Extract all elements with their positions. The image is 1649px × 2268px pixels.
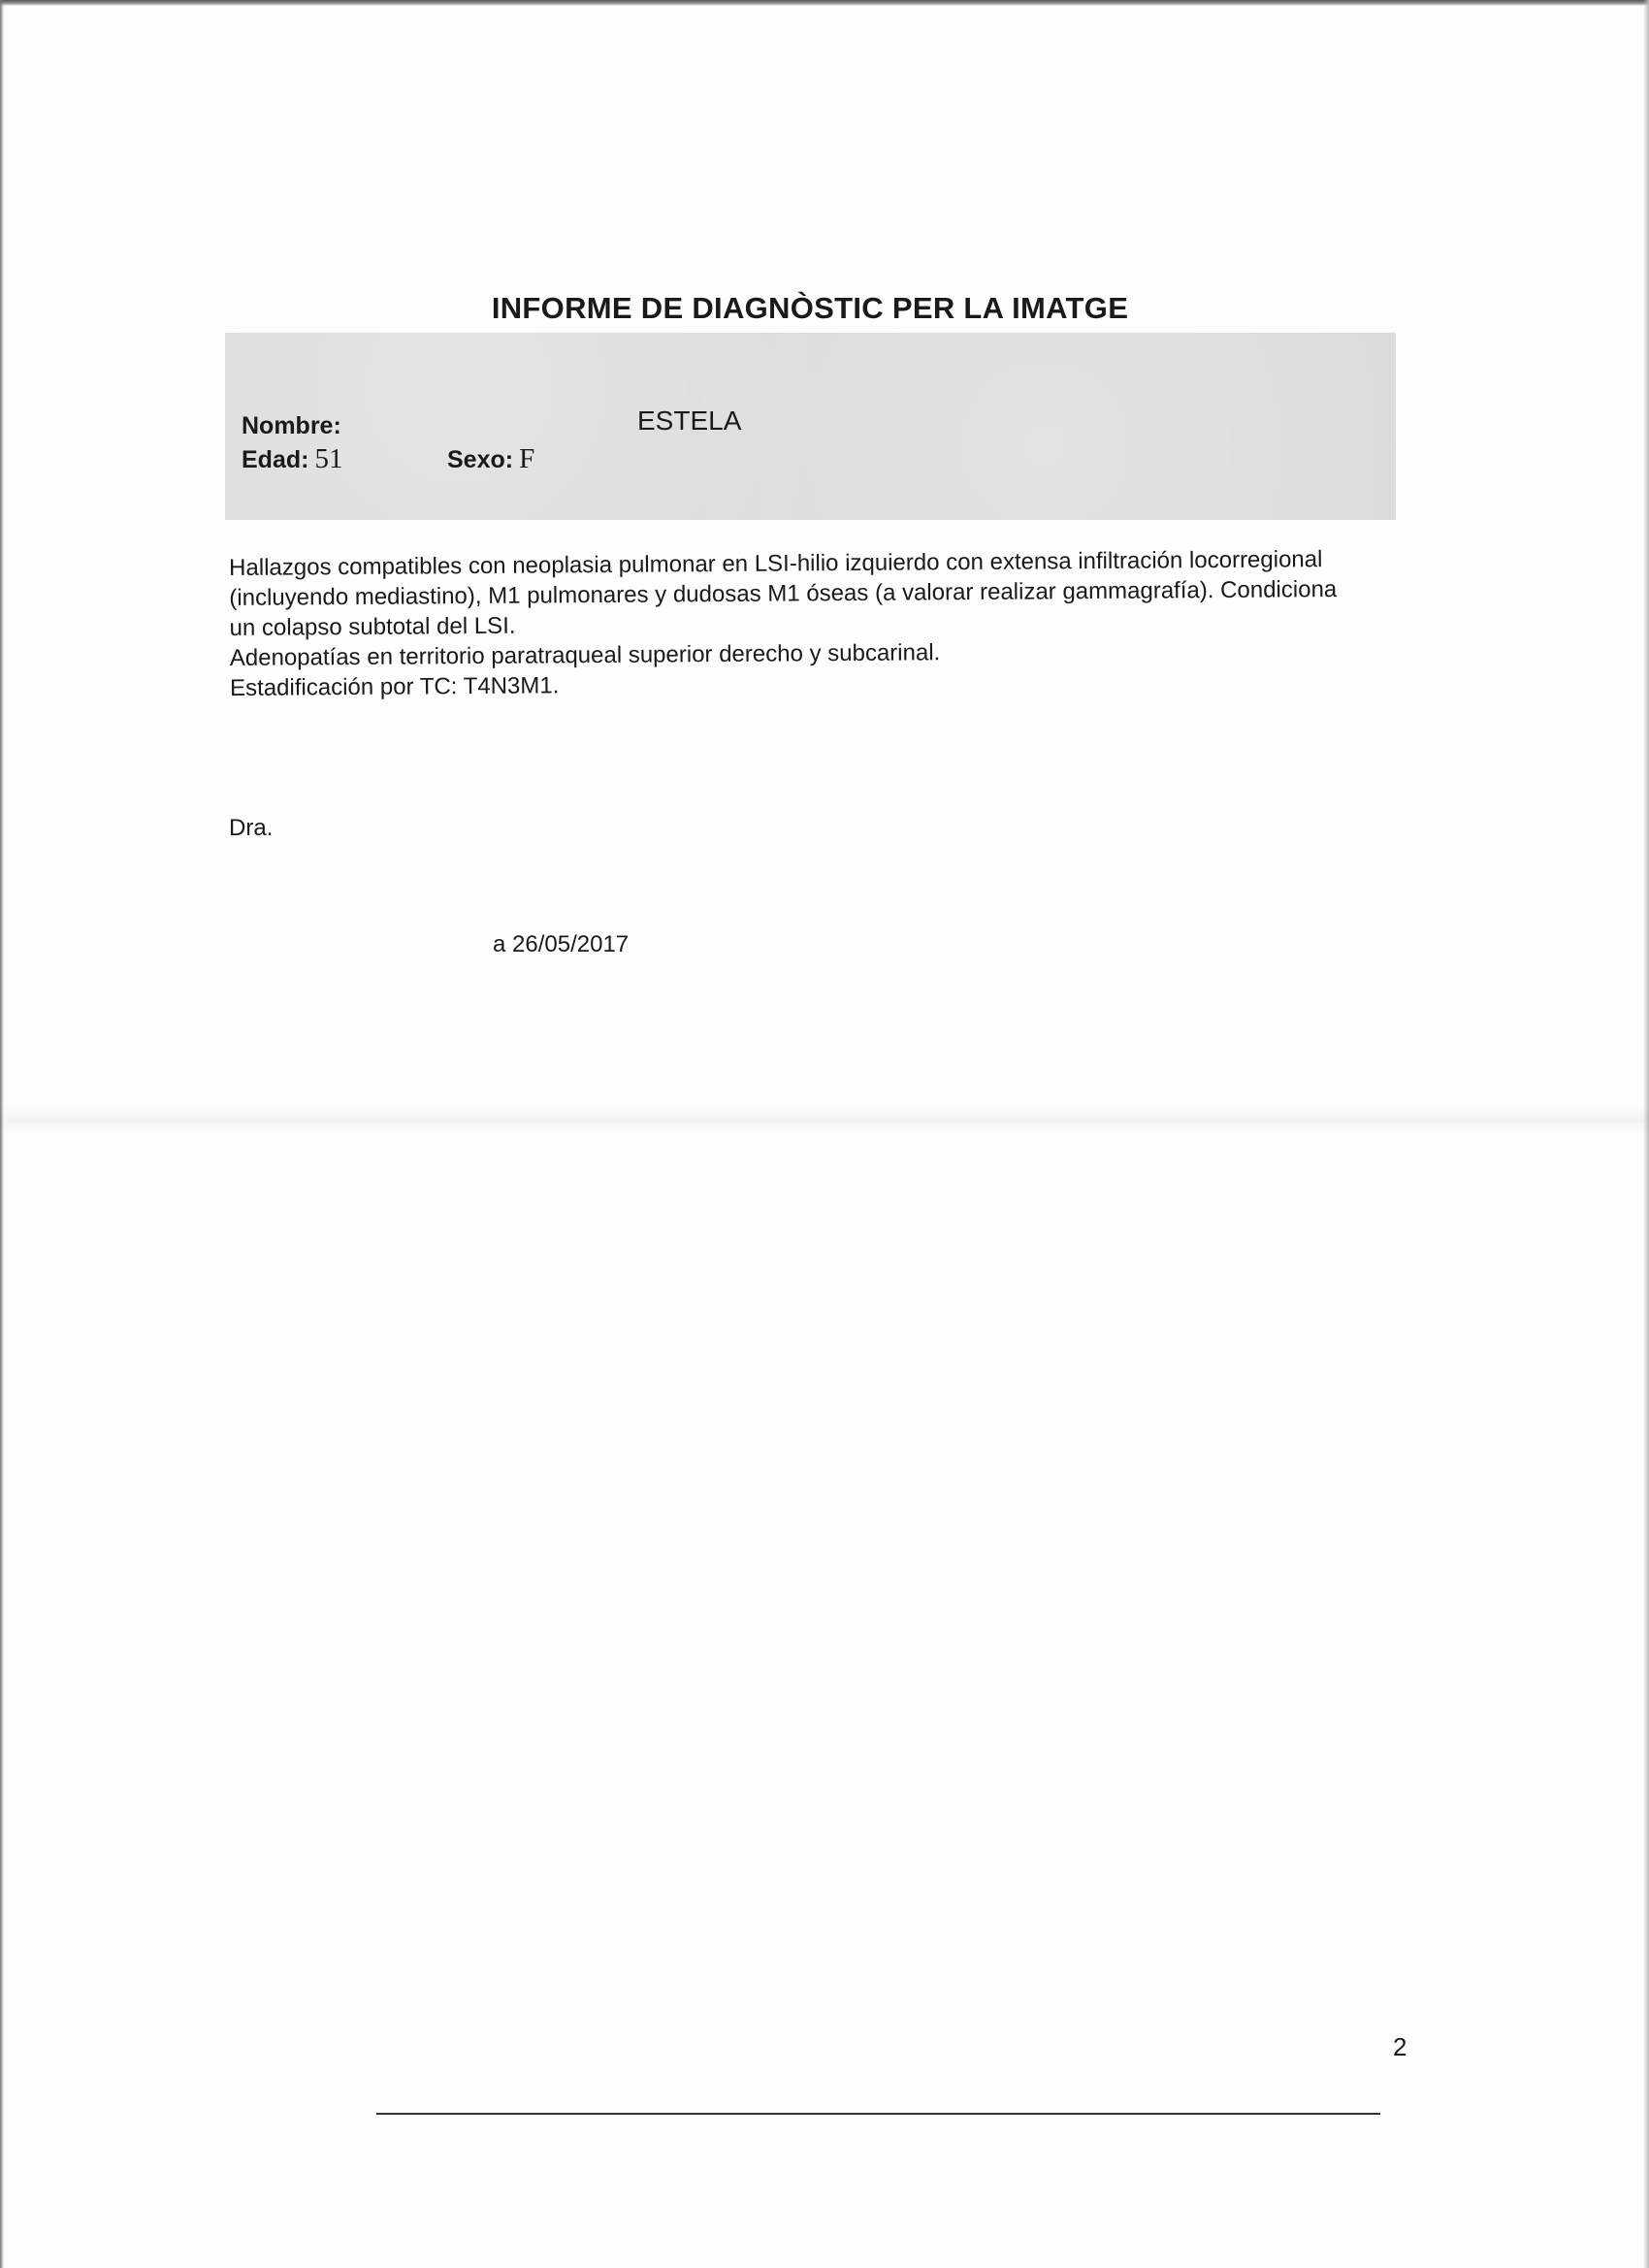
patient-name-label: Nombre: — [242, 412, 341, 439]
page-number: 2 — [1393, 2032, 1407, 2061]
paper-fold — [0, 1106, 1649, 1135]
finding-paragraph: Adenopatías en territorio paratraqueal superior derecho y subcarinal. — [229, 639, 941, 671]
patient-sex-field — [447, 443, 534, 475]
report-date: a 26/05/2017 — [493, 931, 630, 957]
signature-line: Dra. — [229, 815, 274, 841]
patient-info-box — [225, 333, 1396, 520]
patient-name-field — [242, 412, 341, 440]
finding-paragraph: Estadificación por TC: T4N3M1. — [229, 672, 560, 701]
patient-sex-value: F — [519, 443, 535, 474]
finding-paragraph: Hallazgos compatibles con neoplasia pulmonar en LSI-hilio izquierdo con extensa infiltración locorregional (incluyendo mediastino), M1 pulmonares y dudosas M1 óseas (a valorar realizar gammagrafía). Condiciona un colapso subtotal del LSI. — [229, 546, 1338, 641]
scan-top-edge — [0, 0, 1649, 6]
patient-name-value: ESTELA — [637, 405, 742, 436]
findings-section — [229, 544, 1355, 703]
patient-age-label: Edad: — [242, 446, 309, 473]
patient-age-field — [242, 443, 342, 475]
report-title: INFORME DE DIAGNÒSTIC PER LA IMATGE — [491, 291, 1129, 325]
patient-sex-label: Sexo: — [447, 446, 514, 473]
patient-age-value: 51 — [314, 443, 343, 474]
footer-rule — [376, 2113, 1380, 2115]
